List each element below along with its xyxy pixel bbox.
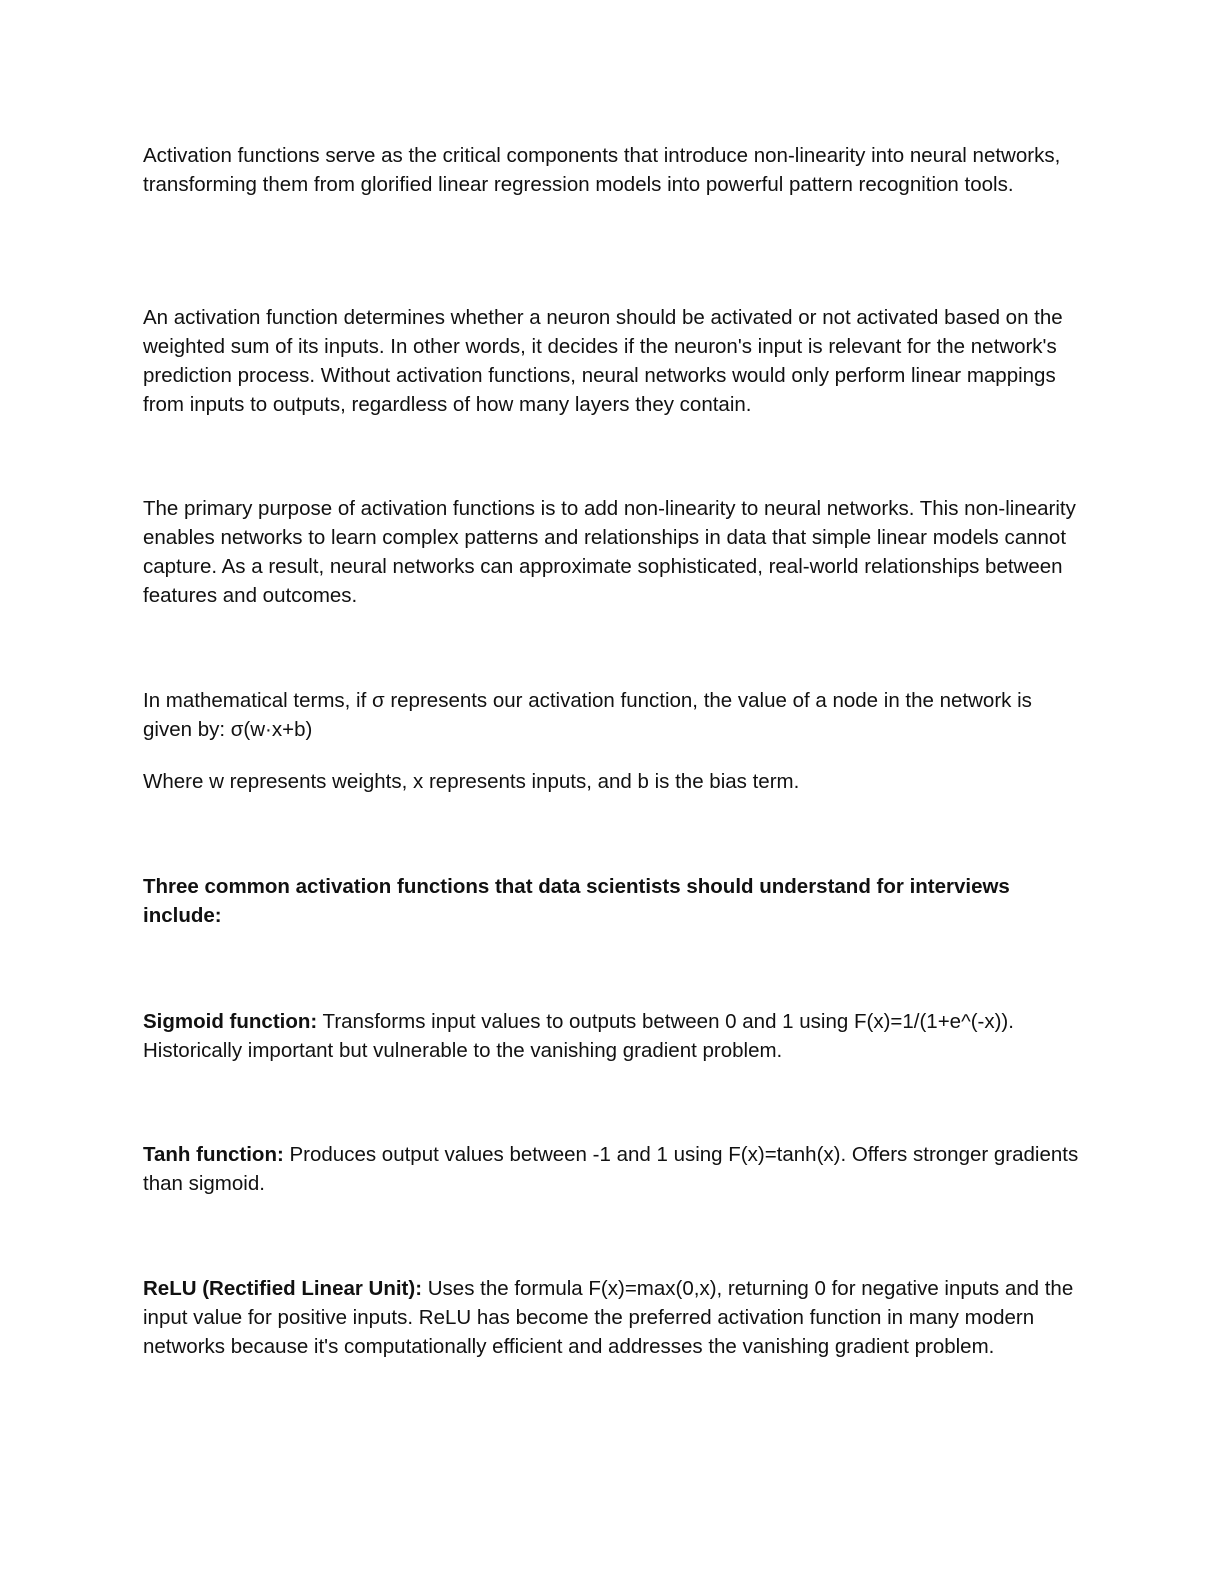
tanh-paragraph — [143, 1140, 1083, 1198]
tanh-term: Tanh function: — [143, 1143, 284, 1166]
tanh-description: Produces output values between -1 and 1 using F(x)=tanh(x). Offers stronger gradients than sigmoid. — [143, 1143, 1079, 1195]
relu-term: ReLU (Rectified Linear Unit): — [143, 1277, 423, 1300]
sigmoid-term: Sigmoid function: — [143, 1010, 318, 1033]
purpose-paragraph: The primary purpose of activation functions is to add non-linearity to neural networks. This non-linearity enables networks to learn complex patterns and relationships in data that simple linear models cannot capture. As a result, neural networks can approximate sophisticated, real-world relationships between features and outcomes. — [143, 497, 1076, 607]
sigmoid-description: Transforms input values to outputs between 0 and 1 using F(x)=1/(1+e^(-x)). Historically important but vulnerable to the vanishing gradient problem. — [143, 1010, 1014, 1062]
variables-paragraph: Where w represents weights, x represents inputs, and b is the bias term. — [143, 770, 800, 793]
intro-paragraph: Activation functions serve as the critical components that introduce non-linearity into neural networks, transforming them from glorified linear regression models into powerful pattern recognition tools. — [143, 144, 1061, 196]
section-heading: Three common activation functions that data scientists should understand for interviews include: — [143, 875, 1010, 927]
relu-paragraph — [143, 1274, 1083, 1361]
sigmoid-paragraph — [143, 1007, 1083, 1065]
math-paragraph: In mathematical terms, if σ represents our activation function, the value of a node in the network is given by: σ(w·x+b) — [143, 689, 1032, 741]
definition-paragraph: An activation function determines whether a neuron should be activated or not activated based on the weighted sum of its inputs. In other words, it decides if the neuron's input is relevant for the network's prediction process. Without activation functions, neural networks would only perform linear mappings from inputs to outputs, regardless of how many layers they contain. — [143, 306, 1063, 416]
relu-description: Uses the formula F(x)=max(0,x), returning 0 for negative inputs and the input value for positive inputs. ReLU has become the preferred activation function in many modern networks because it's computationally efficient and addresses the vanishing gradient problem. — [143, 1277, 1074, 1358]
